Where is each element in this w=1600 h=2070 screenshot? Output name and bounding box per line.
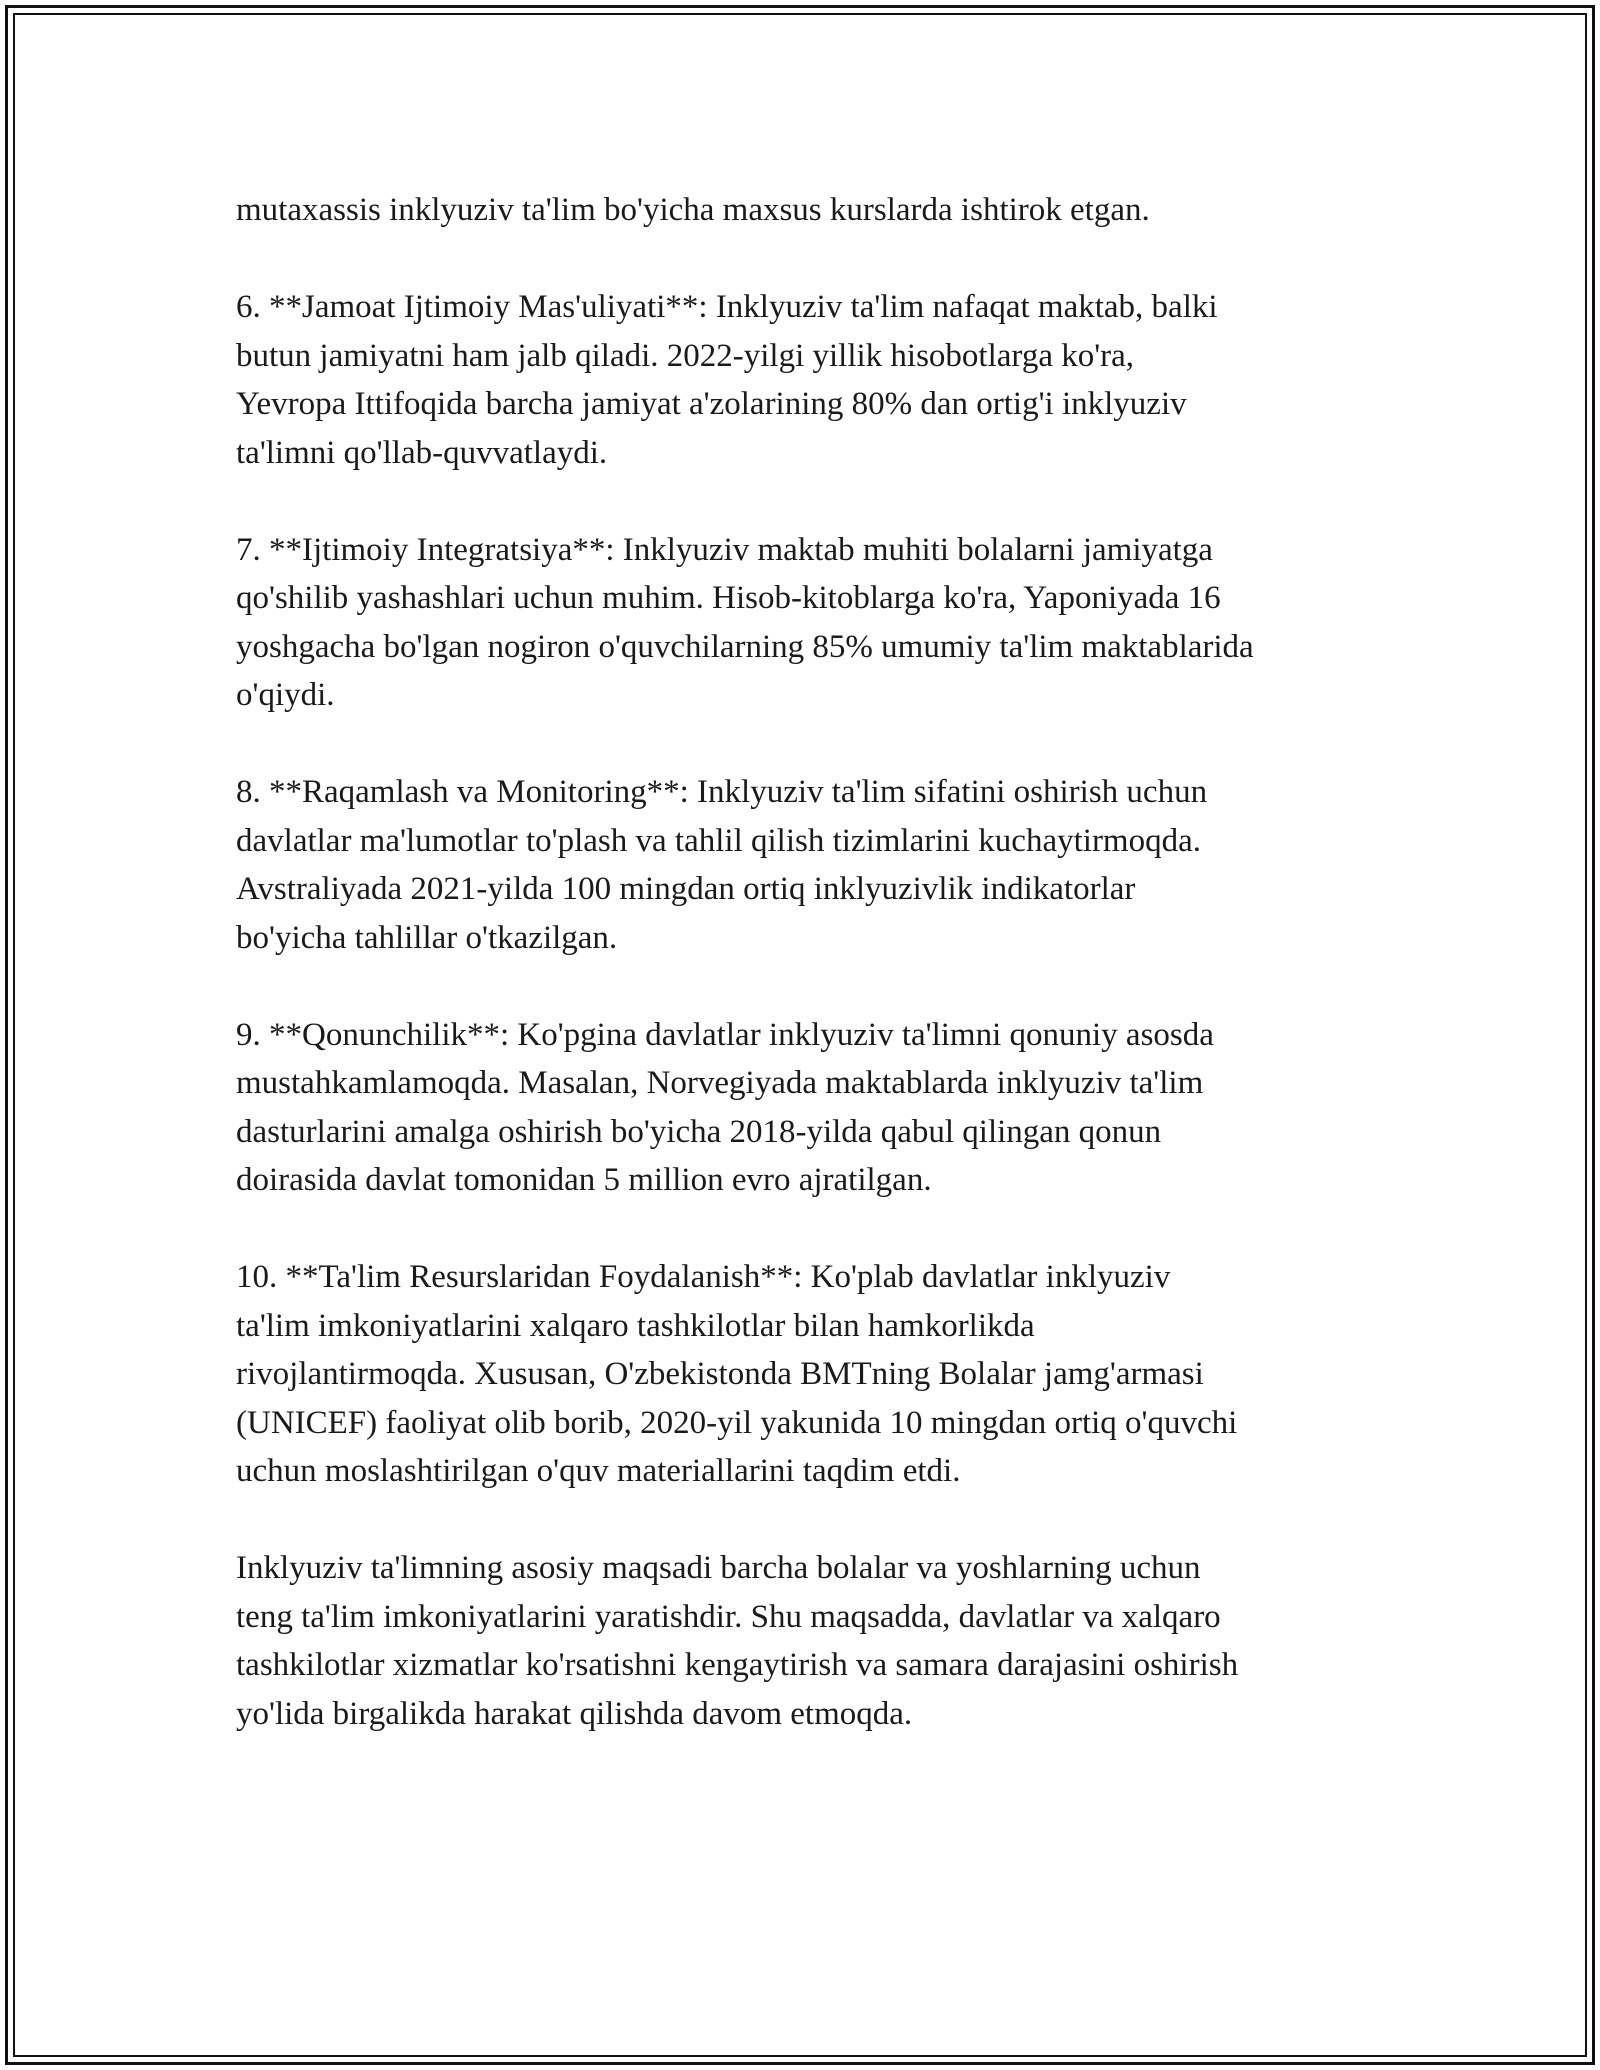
paragraph-item-8: 8. **Raqamlash va Monitoring**: Inklyuziv ta'lim sifatini oshirish uchun davlatlar ma'lumotlar to'plash va tahlil qilish tizimlarini kuchaytirmoqda. Avstraliyada 2021-yilda 100 mingdan ortiq inklyuzivlik indikatorlar bo'yicha tahlillar o'tkazilgan. [236,774,1208,956]
paragraph-item-7: 7. **Ijtimoiy Integratsiya**: Inklyuziv maktab muhiti bolalarni jamiyatga qo'shilib yashashlari uchun muhim. Hisob-kitoblarga ko'ra, Yaponiyada 16 yoshgacha bo'lgan nogiron o'quvchilarning 85% umumiy ta'lim maktablarida o'qiydi. [236,531,1254,713]
paragraph-conclusion: Inklyuziv ta'limning asosiy maqsadi barcha bolalar va yoshlarning uchun teng ta'lim imkoniyatlarini yaratishdir. Shu maqsadda, davlatlar va xalqaro tashkilotlar xizmatlar ko'rsatishni kengaytirish va samara darajasini oshirish yo'lida birgalikda harakat qilishda davom etmoqda. [236,1550,1239,1732]
paragraph-item-9: 9. **Qonunchilik**: Ko'pgina davlatlar inklyuziv ta'limni qonuniy asosda mustahkamlamoqda. Masalan, Norvegiyada maktablarda inklyuziv ta'lim dasturlarini amalga oshirish bo'yicha 2018-yilda qabul qilingan qonun doirasida davlat tomonidan 5 million evro ajratilgan. [236,1016,1214,1198]
paragraph-item-6: 6. **Jamoat Ijtimoiy Mas'uliyati**: Inklyuziv ta'lim nafaqat maktab, balki butun jamiyatni ham jalb qiladi. 2022-yilgi yillik hisobotlarga ko'ra, Yevropa Ittifoqida barcha jamiyat a'zolarining 80% dan ortig'i inklyuziv ta'limni qo'llab-quvvatlaydi. [236,289,1218,471]
paragraph-continuation: mutaxassis inklyuziv ta'lim bo'yicha maxsus kurslarda ishtirok etgan. [236,192,1150,228]
paragraph-item-10: 10. **Ta'lim Resurslaridan Foydalanish**: Ko'plab davlatlar inklyuziv ta'lim imkoniyatlarini xalqaro tashkilotlar bilan hamkorlikda rivojlantirmoqda. Xususan, O'zbekistonda BMTning Bolalar jamg'armasi (UNICEF) faoliyat olib borib, 2020-yil yakunida 10 mingdan ortiq o'quvchi uchun moslashtirilgan o'quv materiallarini taqdim etdi. [236,1259,1238,1489]
document-body [236,186,1406,1787]
